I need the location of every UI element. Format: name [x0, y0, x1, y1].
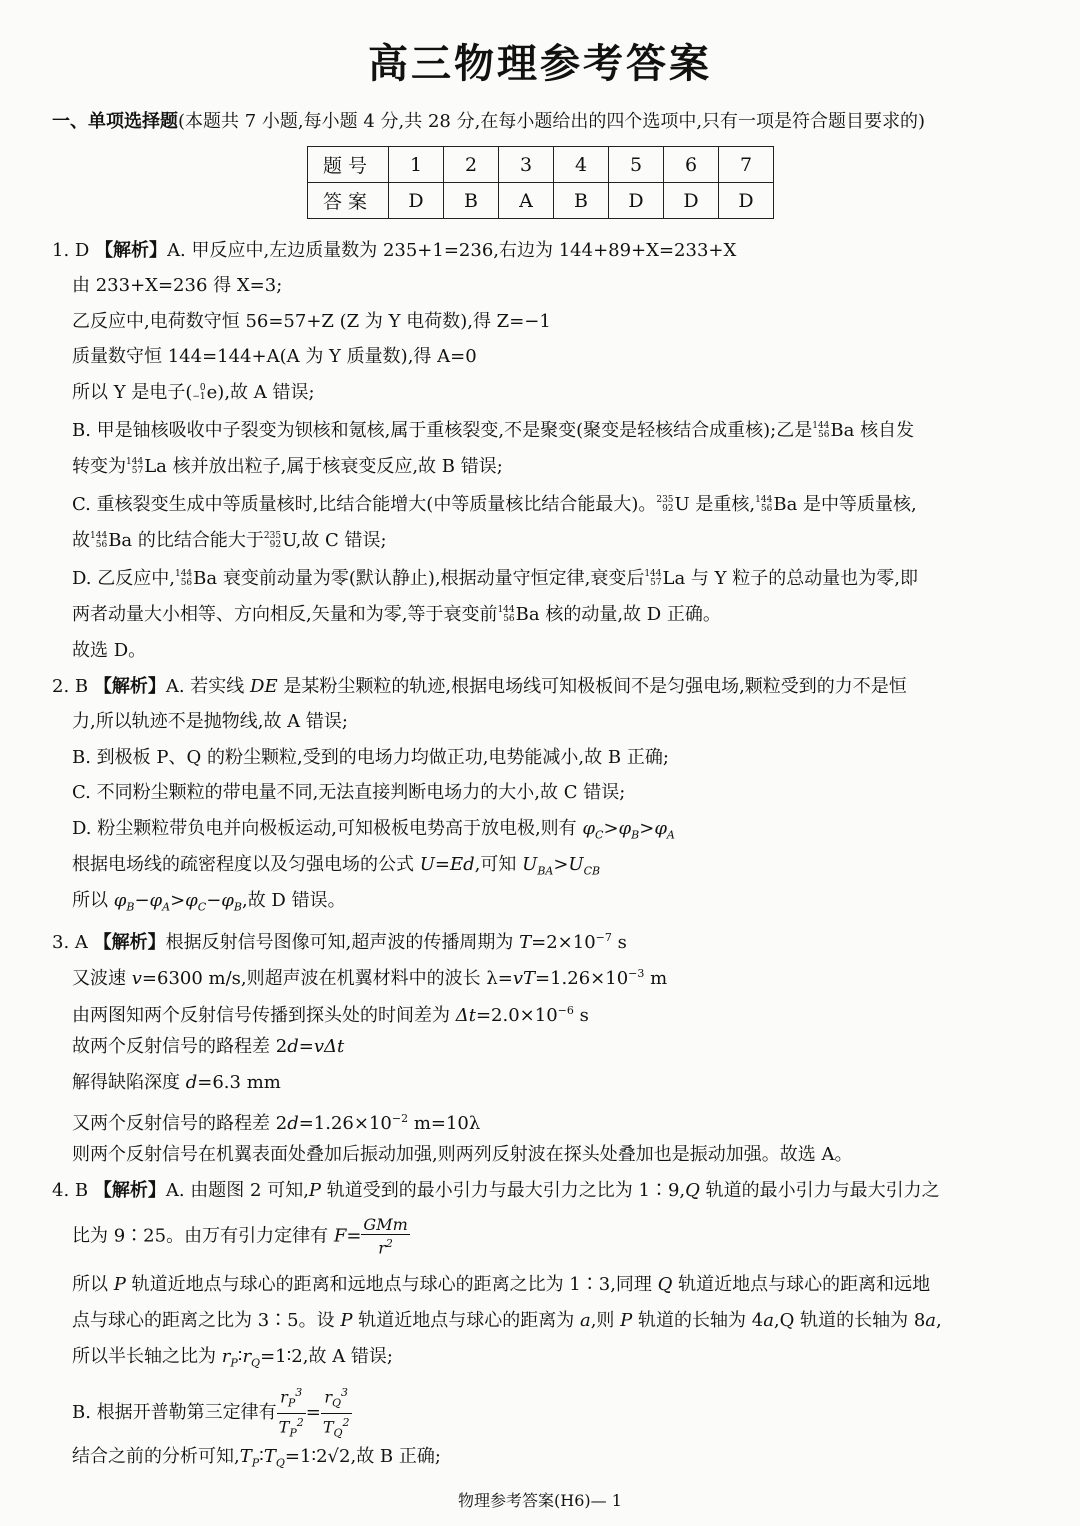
table-cell: D [609, 183, 664, 219]
formula: Ed [450, 854, 475, 875]
table-cell: B [444, 183, 499, 219]
q1-line-4: 质量数守恒 144=144+A(A 为 Y 质量数),得 A=0 [72, 346, 477, 367]
text: Ba 是中等质量核, [773, 494, 917, 515]
page-footer: 物理参考答案(H6)— 1 [458, 1491, 622, 1510]
section-heading [52, 108, 1052, 136]
page-title: 高三物理参考答案 [368, 40, 712, 87]
q1-line-8 [72, 490, 1032, 520]
q3-line-7: 则两个反射信号在机翼表面处叠加后振动加强,则两列反射波在探头处叠加也是振动加强。故选 A。 [72, 1144, 853, 1165]
text: 轨道近地点与球心的距离和远地 [672, 1274, 931, 1295]
q3-line-4: 故两个反射信号的路程差 2d=vΔt [72, 1036, 345, 1057]
text: D. 粉尘颗粒带负电并向极板运动,可知极板电势高于放电极,则有 [72, 818, 577, 839]
isotope: 144 56 [497, 605, 515, 624]
formula: $\varphi_B-\varphi_A>\varphi_C-\varphi_B$ [113, 890, 242, 914]
q1-line-2: 由 233+X=236 得 X=3; [72, 275, 283, 296]
q2-line-6: 根据电场线的疏密程度以及匀强电场的公式 U=Ed,可知 $U_{BA}>U_{CB}$ [72, 854, 601, 878]
text: 点与球心的距离之比为 3∶5。设 [72, 1310, 335, 1331]
table-cell: 7 [719, 147, 774, 183]
answer-table [307, 146, 774, 219]
formula: d [185, 1072, 198, 1093]
section-label: 一、单项选择题 [52, 111, 178, 132]
q1-line-11 [72, 600, 1032, 630]
text: 故两个反射信号的路程差 [72, 1036, 270, 1057]
text: La 核并放出粒子,属于核衰变反应,故 B 错误; [144, 456, 503, 477]
text: C. 重核裂变生成中等质量核时,比结合能增大(中等质量核比结合能最大)。 [72, 494, 657, 515]
q4-line-6: B. 根据开普勒第三定律有 $\frac{r_P^3}{T_P^2}$ = $\frac{r_Q^3}{T_Q^2}$ [72, 1384, 1032, 1442]
text: Ba 核的动量,故 D 正确。 [515, 604, 721, 625]
text: A. 由题图 2 可知, [165, 1180, 309, 1201]
formula: vΔt [313, 1036, 345, 1057]
table-row [308, 183, 774, 219]
text: DE [250, 676, 278, 697]
text: 又两个反射信号的路程差 [72, 1113, 270, 1134]
text: A. 若实线 [165, 676, 245, 697]
row-header: 答案 [308, 183, 389, 219]
q1-line-5 [72, 378, 1032, 408]
q1-line-10 [72, 564, 1032, 594]
text: U 是重核, [674, 494, 756, 515]
formula: T [519, 932, 532, 953]
text: 轨道的长轴为 4 [632, 1310, 764, 1331]
text: A. 甲反应中,左边质量数为 235+1=236,右边为 144+89+X=233+X [167, 240, 737, 261]
q2-line-7 [72, 886, 1032, 923]
formula: $U_{BA}>U_{CB}$ [522, 854, 601, 878]
text: 轨道受到的最小引力与最大引力之比为 1∶9, [321, 1180, 686, 1201]
text: 结合之前的分析可知, [72, 1446, 240, 1467]
q3-line-6: 又两个反射信号的路程差 $2d=1.26\times 10^{-2}$ m=10λ [72, 1112, 481, 1134]
text: 轨道近地点与球心的距离为 [352, 1310, 575, 1331]
analysis-tag: 【解析】 [93, 676, 166, 697]
formula: Δt [455, 1005, 476, 1026]
analysis-tag: 【解析】 [93, 932, 166, 953]
isotope: 144 56 [90, 531, 108, 550]
q1-head: 1. D [52, 240, 90, 261]
text: 两者动量大小相等、方向相反,矢量和为零,等于衰变前 [72, 604, 498, 625]
q4-line-1: 4. B 【解析】A. 由题图 2 可知,P 轨道受到的最小引力与最大引力之比为 1∶9,Q 轨道的最小引力与最大引力之 [52, 1180, 940, 1201]
text: 轨道的最小引力与最大引力之 [699, 1180, 940, 1201]
q2-line-3: B. 到极板 P、Q 的粉尘颗粒,受到的电场力均做正功,电势能减小,故 B 正确; [72, 747, 669, 768]
table-cell: 4 [554, 147, 609, 183]
text: =1∶2,故 A 错误; [260, 1346, 393, 1367]
formula: d [287, 1036, 299, 1057]
text: 所以半长轴之比为 [72, 1346, 216, 1367]
isotope: 235 92 [263, 531, 282, 550]
table-cell: D [664, 183, 719, 219]
table-cell: D [389, 183, 444, 219]
text: 是某粉尘颗粒的轨迹,根据电场线可知极板间不是匀强电场,颗粒受到的力不是恒 [283, 676, 907, 697]
q4-head: 4. B [52, 1180, 89, 1201]
isotope: 144 56 [812, 421, 830, 440]
q1-line-6 [72, 416, 1032, 446]
text: =6300 m/s,则超声波在机翼材料中的波长 λ= [141, 968, 513, 989]
text: =1∶2√2,故 B 正确; [284, 1446, 441, 1467]
text: U,故 C 错误; [282, 530, 387, 551]
q4-line-4: 点与球心的距离之比为 3∶5。设 P 轨道近地点与球心的距离为 a,则 P 轨道的长轴为 4a,Q 轨道的长轴为 8a, [72, 1310, 942, 1331]
formula: $\varphi_C>\varphi_B>\varphi_A$ [582, 818, 675, 842]
text: 根据电场线的疏密程度以及匀强电场的公式 [72, 854, 414, 875]
table-cell: D [719, 183, 774, 219]
q2-line-2: 力,所以轨迹不是抛物线,故 A 错误; [72, 711, 348, 732]
q4-line-2: 比为 9∶25。由万有引力定律有 F= $\frac{\text{GMm}}{r^2}$ [72, 1215, 408, 1258]
text: e),故 A 错误; [206, 382, 315, 403]
text: Ba 核自发 [830, 420, 915, 441]
q1-line-12: 故选 D。 [72, 640, 147, 661]
isotope: 0 −1 [192, 383, 206, 402]
text: 比为 9∶25。由万有引力定律有 [72, 1225, 329, 1247]
q1-line-7 [72, 452, 1032, 482]
text: 解得缺陷深度 [72, 1072, 180, 1093]
text: D. 乙反应中, [72, 568, 175, 589]
analysis-tag: 【解析】 [95, 240, 168, 261]
text: B. 根据开普勒第三定律有 [72, 1402, 277, 1424]
text: 故 [72, 530, 90, 551]
text: 所以 [72, 890, 108, 911]
fraction: $\frac{r_P^3}{T_P^2}$ [278, 1386, 304, 1440]
fraction: $\frac{\text{GMm}}{r^2}$ [363, 1215, 408, 1258]
text: 转变为 [72, 456, 126, 477]
text: 根据反射信号图像可知,超声波的传播周期为 [165, 932, 514, 953]
text: =6.3 mm [197, 1072, 281, 1093]
formula: d [287, 1113, 299, 1134]
text: =1.26×10 [298, 1113, 392, 1134]
q3-line-3: 由两图知两个反射信号传播到探头处的时间差为 $\Delta t=2.0\times 10^{-6}$ s [72, 1004, 589, 1026]
isotope: 144 57 [126, 457, 144, 476]
text: ,Q 轨道的长轴为 8 [773, 1310, 926, 1331]
text: B. 甲是铀核吸收中子裂变为钡核和氪核,属于重核裂变,不是聚变(聚变是轻核结合成重核);乙是 [72, 420, 813, 441]
q1-line-3: 乙反应中,电荷数守恒 56=57+Z (Z 为 Y 电荷数),得 Z=−1 [72, 311, 551, 332]
table-cell: 1 [389, 147, 444, 183]
text: m=10λ [408, 1113, 481, 1134]
text: 由两图知两个反射信号传播到探头处的时间差为 [72, 1005, 450, 1026]
text: 所以 [72, 1274, 108, 1295]
table-cell: A [499, 183, 554, 219]
q1-line-9 [72, 526, 1032, 556]
text: ,可知 [474, 854, 517, 875]
isotope: 235 92 [656, 495, 674, 514]
table-cell: B [554, 183, 609, 219]
q3-line-2: 又波速 v=6300 m/s,则超声波在机翼材料中的波长 $\lambda=vT=1.26\times 10^{-3}$ m [72, 967, 668, 989]
text: Ba 衰变前动量为零(默认静止),根据动量守恒定律,衰变后 [193, 568, 645, 589]
text: 轨道近地点与球心的距离和远地点与球心的距离之比为 1∶3,同理 [125, 1274, 652, 1295]
q2-head: 2. B [52, 676, 89, 697]
q2-line-1 [52, 672, 1012, 702]
formula: U [419, 854, 435, 875]
q4-line-3: 所以 P 轨道近地点与球心的距离和远地点与球心的距离之比为 1∶3,同理 Q 轨道近地点与球心的距离和远地 [72, 1274, 931, 1295]
analysis-tag: 【解析】 [93, 1180, 166, 1201]
table-cell: 2 [444, 147, 499, 183]
text: La 与 Y 粒子的总动量也为零,即 [662, 568, 918, 589]
text: ,故 D 错误。 [241, 890, 346, 911]
isotope: 144 56 [174, 569, 193, 588]
q1-line-1 [52, 236, 1012, 266]
table-cell: 3 [499, 147, 554, 183]
q3-line-5 [72, 1068, 1032, 1098]
text: Ba 的比结合能大于 [108, 530, 264, 551]
q3-line-1: 3. A 【解析】根据反射信号图像可知,超声波的传播周期为 $T=2\times 10^{-7}$ s [52, 931, 627, 953]
q4-line-5: 所以半长轴之比为 $r_P∶r_Q=1∶2$,故 A 错误; [72, 1346, 393, 1370]
table-row [308, 147, 774, 183]
formula: vT [512, 968, 536, 989]
formula: v [131, 968, 142, 989]
q2-line-4: C. 不同粉尘颗粒的带电量不同,无法直接判断电场力的大小,故 C 错误; [72, 782, 626, 803]
q3-head: 3. A [52, 932, 88, 953]
row-header: 题号 [308, 147, 389, 183]
text: 所以 Y 是电子( [72, 382, 193, 403]
q2-line-5 [72, 814, 1032, 851]
text: 又波速 [72, 968, 126, 989]
q4-line-7: 结合之前的分析可知$,T_P∶T_Q=1∶2√2$,故 B 正确; [72, 1446, 441, 1470]
fraction: $\frac{r_Q^3}{T_Q^2}$ [322, 1386, 350, 1440]
text: ,则 [590, 1310, 615, 1331]
isotope: 144 57 [644, 569, 662, 588]
isotope: 144 56 [755, 495, 773, 514]
section-note: (本题共 7 小题,每小题 4 分,共 28 分,在每小题给出的四个选项中,只有一项是符合题目要求的) [178, 111, 926, 132]
table-cell: 6 [664, 147, 719, 183]
table-cell: 5 [609, 147, 664, 183]
